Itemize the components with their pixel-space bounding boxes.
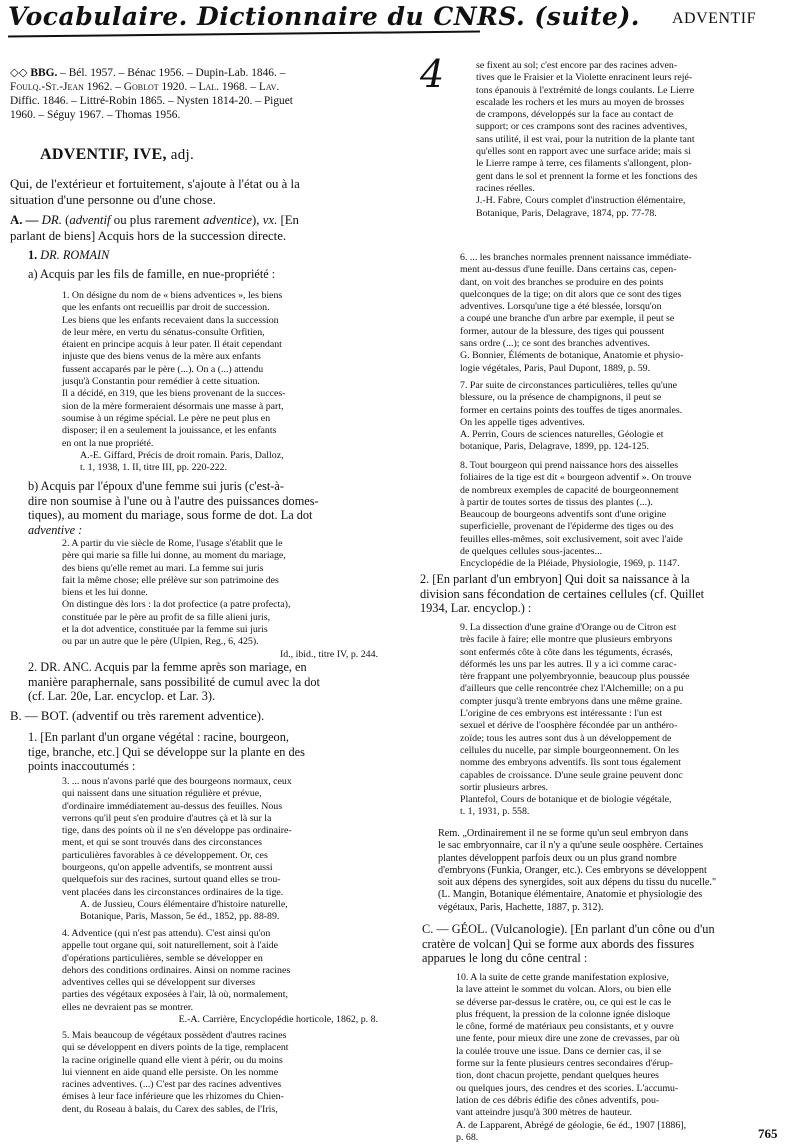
citation-10: 10. A la suite de cette grande manifestation explosive, la lave atteint le sommet du volcan. Alors, ou bien elle se déverse par-dessus le cratère, ou, ce qui est le cas le plus fréquent, la pression de la colonne ignée disloque le cône, formé de matériaux peu consistants, et y ouvre une fente, pour mieux dire une zone de crevasses, par où la coulée trouve une issue. Dans ce dernier cas, il se forme sur la fente plusieurs centres secondaires d'érup- tion, dont chacun projette, pendant quelques heures ou quelques jours, des cendres et des scories. L'accumu- lation de ces débris édifie des cônes adventifs, pou- vant atteindre jusqu'à 300 mètres de hauteur. A. de Lapparent, Abrégé de géologie, 6e éd., 1907 [1886], p. 68.	[456, 972, 687, 1143]
section-a-heading: A. — DR. (adventif ou plus rarement adventice), vx. [En parlant de biens] Acquis hors de la succession directe.	[10, 213, 299, 243]
subsection-a1: 1. DR. ROMAIN	[28, 248, 110, 262]
handwritten-title: Vocabulaire. Dictionnaire du CNRS. (suite).	[8, 2, 640, 31]
subsection-a2: 2. DR. ANC. Acquis par la femme après son mariage, en manière paraphernale, sans possibilité de cumul avec la dot (cf. Lar. 20e, Lar. encyclop. et Lar. 3).	[28, 660, 320, 704]
citation-5-end: se fixent au sol; c'est encore par des racines adven- tives que le Fraisier et la Violette enracinent leurs rejé- tons épanouis à l'extrémité de longs coulants. Le Lierre escalade les rochers et les murs au moyen de brosses de crampons, développés sur la face au contact de support; or ces crampons sont des racines adventives, sans utilité, il est vrai, pour la nutrition de la plante tant qu'elles sont en rapport avec une surface aride; mais si le Lierre rampe à terre, ces filaments s'allongent, plon- gent dans le sol et prennent la forme et les fonctions des racines réelles. J.-H. Fabre, Cours complet d'instruction élémentaire, Botanique, Paris, Delagrave, 1874, pp. 77-78.	[476, 60, 698, 219]
citation-9: 9. La dissection d'une graine d'Orange ou de Citron est très facile à faire; elle montre que plusieurs embryons sont enfermés côte à côte dans les téguments, écrasés, déformés les uns par les autres. Il y a ici comme carac- tère frappant une polyembryonnie, beaucoup plus poussée d'ailleurs que celle rencontrée chez l'Alchemille; on a pu compter jusqu'à trente embryons dans une même graine. L'origine de ces embryons est intéressante : l'un est sexuel et dérive de l'oosphère fécondée par un anthéro- zoïde; tous les autres sont dus à un développement de cellules du nucelle, par simple bourgeonnement. On les nomme des embryons adventifs. Ils sont tous également capables de croissance. D'une seule graine peuvent donc sortir plusieurs arbres. Plantefol, Cours de botanique et de biologie végétale, t. 1, 1931, p. 558.	[460, 622, 690, 818]
citation-8: 8. Tout bourgeon qui prend naissance hors des aisselles foliaires de la tige est dit « bourgeon adventif ». On trouve de nombreux exemples de capacité de bourgeonnement à partir de toutes sortes de tissus des plantes (...). Beaucoup de bourgeons adventifs sont d'une origine superficielle, provenant de l'épiderme des tiges ou des feuilles elles-mêmes, soit exclusivement, soit avec l'aide de quelques cellules sous-jacentes... Encyclopédie de la Pléiade, Physiologie, 1969, p. 1147.	[460, 460, 692, 570]
definition: Qui, de l'extérieur et fortuitement, s'ajoute à l'état ou à la situation d'une personne ou d'une chose.	[10, 177, 300, 207]
citation-7: 7. Par suite de circonstances particulières, telles qu'une blessure, ou la présence de champignons, il peut se former en certains points des touffes de tiges anormales. On les appelle tiges adventives. A. Perrin, Cours de sciences naturelles, Géologie et botanique, Paris, Delagrave, 1899, pp. 124-125.	[460, 380, 683, 453]
subsection-b1: 1. [En parlant d'un organe végétal : racine, bourgeon, tige, branche, etc.] Qui se développe sur la plante en des points inaccoutumés :	[28, 730, 305, 774]
sources-list: ◇◇ BBG. – Bél. 1957. – Bénac 1956. – Dupin-Lab. 1846. – Foulq.-St.-Jean 1962. – Goblot 1920. – Lal. 1968. – Lav. Diffic. 1846. – Littré-Robin 1865. – Nysten 1814-20. – Piguet 1960. – Séguy 1967. – Thomas 1956.	[10, 67, 293, 121]
handwritten-mark: 4	[420, 52, 445, 96]
subsection-b2: 2. [En parlant d'un embryon] Qui doit sa naissance à la division sans fécondation de certaines cellules (cf. Quillet 1934, Lar. encyclop.) :	[420, 572, 705, 616]
citation-5-start: 5. Mais beaucoup de végétaux possèdent d'autres racines qui se développent en divers points de la tige, remplacent la racine originelle quand elle vient à périr, ou du moins lui viennent en aide quand elle persiste. On les nomme racines adventives. (...) C'est par des racines adventives émises à leur face inférieure que les rhizomes du Chien- dent, du Roseau à balais, du Carex des sables, de l'Iris,	[62, 1030, 289, 1115]
handwritten-underline	[8, 31, 480, 38]
section-b-heading: B. — BOT. (adventif ou très rarement adventice).	[10, 709, 265, 723]
citation-3: 3. ... nous n'avons parlé que des bourgeons normaux, ceux qui naissent dans une situation régulière et prévue, d'ordinaire immédiatement au-dessus des feuilles. Nous verrons qu'il peut s'en produire d'autres çà et là sur la tige, dans des points où il ne s'en développe pas ordinaire- ment, et qui se sont trouvés dans des circonstances particulières favorables à ce développement. Or, ces bourgeons, qu'on appelle adventifs, se montrent aussi quelquefois sur des racines, surtout quand elles se trou- vent placées dans les circonstances ordinaires de la tige. A. de Jussieu, Cours élémentaire d'histoire naturelle, Botanique, Paris, Masson, 5e éd., 1852, pp. 88-89.	[62, 776, 292, 923]
page-number: 765	[758, 1126, 778, 1141]
subsection-a1a: a) Acquis par les fils de famille, en nue-propriété :	[28, 267, 276, 281]
citation-4: 4. Adventice (qui n'est pas attendu). C'est ainsi qu'on appelle tout organe qui, soit naturellement, soit à l'aide d'opérations particulières, semble se développer en dehors des conditions ordinaires. Ainsi on nomme racines adventives celles qui se développent sur diverses parties des végétaux exposées à l'air, là où, normalement, elles ne devraient pas se montrer. E.-A. Carrière, Encyclopédie horticole, 1862, p. 8.	[62, 928, 378, 1026]
citation-1: 1. On désigne du nom de « biens adventices », les biens que les enfants ont recueillis par droit de succession. Les biens que les enfants recevaient dans la succession de leur mère, en vertu du sénatus-consulte Orfitien, étaient en principe acquis à leur pater. Il était cependant injuste que des biens venus de la mère aux enfants fussent accaparés par le père (...). On a (...) attendu jusqu'à Constantin pour remédier à cette situation. Il a décidé, en 319, que les biens provenant de la succes- sion de la mère formeraient désormais une masse à part, soumise à un régime spécial. Le père ne peut plus en disposer; il en a seulement la jouissance, et les enfants en ont la nue propriété. A.-E. Giffard, Précis de droit romain. Paris, Dalloz, t. 1, 1938, 1. II, titre III, pp. 220-222.	[62, 290, 286, 474]
headword: ADVENTIF, IVE, adj.	[40, 146, 195, 163]
running-head: ADVENTIF	[672, 10, 756, 27]
remark: Rem. „Ordinairement il ne se forme qu'un seul embryon dans le sac embryonnaire, car il n'y a qu'une seule oosphère. Certaines plantes développent parfois deux ou un plus grand nombre d'embryons (Funkia, Oranger, etc.). Ces embryons se développent soit aux dépens des synergides, soit aux dépens du tissu du nucelle." (L. Mangin, Botanique élémentaire, Anatomie et physiologie des végétaux, Paris, Hachette, 1887, p. 312).	[438, 828, 717, 913]
section-c-heading: C. — GÉOL. (Vulcanologie). [En parlant d'un cône ou d'un cratère de volcan] Qui se forme aux abords des fissures apparues le long du cône central :	[422, 922, 715, 966]
citation-6: 6. ... les branches normales prennent naissance immédiate- ment au-dessus d'une feuille. Dans certains cas, cepen- dant, on voit des branches se produire en des points quelconques de la tige; on dit alors que ce sont des tiges adventives. Lorsqu'une tige a été blessée, lorsqu'on a coupé une branche d'un arbre par exemple, il peut se former, autour de la blessure, des tiges qui poussent sans ordre (...); ce sont des branches adventives. G. Bonnier, Éléments de botanique, Anatomie et physio- logie végétales, Paris, Paul Dupont, 1889, p. 59.	[460, 252, 692, 374]
subsection-a1b: b) Acquis par l'époux d'une femme sui juris (c'est-à- dire non soumise à l'une ou à l'autre des puissances domes- tiques), au moment du mariage, sous forme de dot. La dot adventive :	[28, 479, 319, 537]
citation-2: 2. A partir du vie siècle de Rome, l'usage s'établit que le père qui marie sa fille lui donne, au moment du mariage, des biens qu'elle remet au mari. La femme sui juris fait la même chose; elle prélève sur son patrimoine des biens et les lui donne. On distingue dès lors : la dot profectice (a patre profecta), constituée par le père au profit de sa fille alieni juris, et la dot adventice, constituée par la femme sui juris ou par un autre que le père (Ulpien, Reg., 6, 425). Id., ibid., titre IV, p. 244.	[62, 538, 378, 660]
